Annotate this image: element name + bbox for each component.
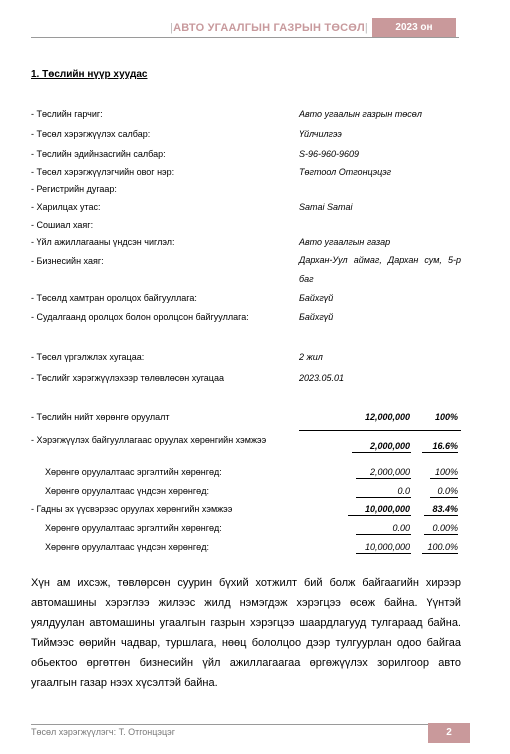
field-label: - Төслийн гарчиг: bbox=[31, 109, 103, 119]
finance-percent: 100% bbox=[434, 467, 458, 477]
field-value: Төгтоол Отгонцэцэг bbox=[299, 167, 392, 177]
duration-value: 2023.05.01 bbox=[299, 373, 345, 383]
finance-amount: 0.0 bbox=[397, 486, 410, 496]
field-value: Байхгүй bbox=[299, 312, 334, 322]
finance-label: - Хэрэгжүүлэх байгууллагаас оруулах хөрөнгийн хэмжээ bbox=[31, 435, 267, 445]
amount-underline bbox=[356, 534, 411, 535]
page-number: 2 bbox=[428, 723, 470, 743]
duration-label: - Төслийг хэрэгжүүлэхээр төлөвлөсөн хугацаа bbox=[31, 373, 224, 383]
amount-underline bbox=[352, 452, 411, 453]
finance-percent: 16.6% bbox=[432, 441, 458, 451]
field-label: - Бизнесийн хаяг: bbox=[31, 256, 104, 266]
field-label: - Судалгаанд оролцох болон оролцсон байгууллага: bbox=[31, 312, 249, 322]
finance-percent: 0.00% bbox=[432, 523, 458, 533]
finance-amount: 10,000,000 bbox=[364, 504, 410, 514]
finance-label: - Төслийн нийт хөрөнгө оруулалт bbox=[31, 412, 170, 422]
finance-amount: 0.00 bbox=[392, 523, 410, 533]
percent-underline bbox=[422, 553, 458, 554]
field-value-address: Дархан-Уул аймаг, Дархан сум, 5-р баг bbox=[299, 255, 461, 284]
field-value: Үйлчилгээ bbox=[299, 129, 342, 139]
finance-amount: 12,000,000 bbox=[364, 412, 410, 422]
field-value: Samai Samai bbox=[299, 202, 353, 212]
footer-divider bbox=[31, 724, 459, 725]
body-paragraph: Хүн ам ихсэж, төвлөрсөн суурин бүхий хотжилт бий болж байгаагийн хирээр автомашины хэрэглээ жилээс жилд нэмэгдэж хэрэгцээ өсөж байна. Үүнтэй уялдуулан автомашины угаалгын газрын хэрэгцээ шаардлагууд тулгараад байна. Тиймээс өөрийн чадвар, туршлага, нөөц бололцоо дээр тулгуурлан одоо байгаа обьектоо өргөтгөн бизнесийн үйл ажиллагаагаа өргөжүүлэх зорилгоор авто угаалгын газар нээх хүсэлтэй байна. bbox=[31, 577, 461, 689]
table-rule bbox=[299, 430, 461, 431]
finance-label: - Гадны эх үүсвэрээс оруулах хөрөнгийн хэмжээ bbox=[31, 504, 233, 514]
finance-amount: 2,000,000 bbox=[369, 467, 410, 477]
field-value: Авто угаалгын газар bbox=[299, 237, 391, 247]
field-value: S-96-960-9609 bbox=[299, 149, 360, 159]
finance-percent: 100.0% bbox=[427, 542, 458, 552]
section-title: 1. Төслийн нүүр хуудас bbox=[31, 69, 148, 80]
field-label: - Харилцах утас: bbox=[31, 202, 101, 212]
finance-amount: 2,000,000 bbox=[369, 441, 410, 451]
header-year-badge: 2023 он bbox=[372, 18, 456, 38]
duration-value: 2 жил bbox=[299, 352, 323, 362]
finance-percent: 0.0% bbox=[437, 486, 458, 496]
field-value: Авто угаалын газрын төсөл bbox=[299, 109, 422, 119]
finance-percent: 100% bbox=[434, 412, 458, 422]
header-title: |АВТО УГААЛГЫН ГАЗРЫН ТӨСӨЛ| bbox=[170, 22, 368, 34]
field-label: - Төсөлд хамтран оролцох байгууллага: bbox=[31, 293, 197, 303]
amount-underline bbox=[356, 497, 411, 498]
percent-underline bbox=[430, 497, 458, 498]
field-value: Байхгүй bbox=[299, 293, 334, 303]
duration-label: - Төсөл үргэлжлэх хугацаа: bbox=[31, 352, 145, 362]
finance-sublabel: Хөрөнгө оруулалтаас эргэлтийн хөрөнгөд: bbox=[45, 467, 222, 477]
finance-amount: 10,000,000 bbox=[364, 542, 410, 552]
finance-sublabel: Хөрөнгө оруулалтаас үндсэн хөрөнгөд: bbox=[45, 486, 209, 496]
header-title-text: АВТО УГААЛГЫН ГАЗРЫН ТӨСӨЛ bbox=[173, 22, 365, 34]
field-label: - Төсөл хэрэгжүүлэх салбар: bbox=[31, 129, 151, 139]
finance-percent: 83.4% bbox=[432, 504, 458, 514]
percent-underline bbox=[430, 478, 458, 479]
percent-underline bbox=[424, 534, 458, 535]
field-label: - Үйл ажиллагааны үндсэн чиглэл: bbox=[31, 237, 175, 247]
field-label: - Төслийн эдийнзасгийн салбар: bbox=[31, 149, 166, 159]
footer-author: Төсөл хэрэгжүүлэгч: Т. Отгонцэцэг bbox=[31, 727, 176, 737]
field-label: - Регистрийн дугаар: bbox=[31, 184, 117, 194]
field-label: - Төсөл хэрэгжүүлэгчийн овог нэр: bbox=[31, 167, 175, 177]
percent-underline bbox=[422, 452, 458, 453]
percent-underline bbox=[424, 515, 458, 516]
amount-underline bbox=[348, 515, 411, 516]
header-divider bbox=[31, 37, 459, 38]
field-label: - Сошиал хаяг: bbox=[31, 220, 94, 230]
amount-underline bbox=[356, 478, 411, 479]
finance-sublabel: Хөрөнгө оруулалтаас үндсэн хөрөнгөд: bbox=[45, 542, 209, 552]
amount-underline bbox=[356, 553, 411, 554]
finance-sublabel: Хөрөнгө оруулалтаас эргэлтийн хөрөнгөд: bbox=[45, 523, 222, 533]
